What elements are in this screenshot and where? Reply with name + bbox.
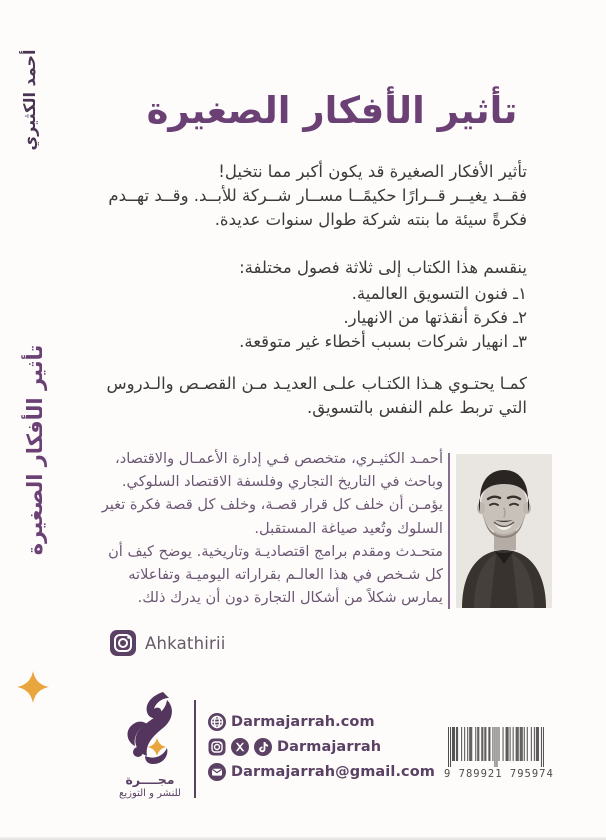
publisher-logo-block <box>104 690 196 799</box>
bio-line: يؤمـن أن خلف كل قرار قصـة، وخلف كل قصة فكرة تغير <box>101 496 443 514</box>
barcode-bars <box>444 727 548 769</box>
sparkle-icon <box>17 671 49 703</box>
footer-divider <box>194 700 196 798</box>
chapter-item: ١ـ فنون التسويق العالمية. <box>351 284 527 303</box>
spine-book-title: تأثير الأفكار الصغيرة <box>23 344 47 556</box>
intro-paragraph <box>108 160 527 232</box>
email-row <box>208 762 435 781</box>
bio-line: وباحث في التاريخ التجاري وفلسفة الاقتصاد السلوكي. <box>121 473 443 491</box>
spine-author-name: أحمد الكثيري <box>19 49 39 151</box>
closing-paragraph <box>106 372 527 420</box>
publisher-tagline: للنشر و التوزيع <box>119 788 181 799</box>
bio-line: كل شـخص في هذا العالـم بقراراته اليوميـة وتفاعلاته <box>128 566 443 584</box>
instagram-row <box>110 629 226 657</box>
bio-line: أحمـد الكثيـري، متخصص فـي إدارة الأعمـال والاقتصاد، <box>115 450 443 467</box>
bio-photo-divider <box>448 453 450 609</box>
isbn-number: 9 789921 795974 <box>444 768 554 780</box>
bio-line: متحـدث ومقدم برامج اقتصاديـة وتاريخية. يوضح كيف أن <box>108 542 443 560</box>
intro-line: تأثير الأفكار الصغيرة قد يكون أكبر مما نتخيل! <box>218 162 527 181</box>
bio-line: يمارس شكلاً من أشكال التجارة دون أن يدرك ذلك. <box>137 589 443 607</box>
social-row <box>208 737 435 756</box>
author-photo <box>456 454 552 608</box>
isbn-barcode <box>444 727 554 780</box>
chapters-heading: ينقسم هذا الكتاب إلى ثلاثة فصول مختلفة: <box>239 258 527 277</box>
closing-line: التي تربط علم النفس بالتسويق. <box>306 398 527 417</box>
intro-line: فكرةً سيئة ما بنته شركة طوال سنوات عديدة. <box>214 210 527 229</box>
bio-line: السلوك وتُعيد صياغة المستقبل. <box>254 519 443 537</box>
contact-block <box>208 712 435 781</box>
instagram-icon <box>208 738 226 756</box>
author-bio <box>98 447 443 609</box>
tiktok-icon <box>254 738 272 756</box>
email-address: Darmajarrah@gmail.com <box>231 763 436 780</box>
publisher-logo-icon <box>111 690 189 770</box>
chapters-section <box>117 256 527 354</box>
chapter-item: ٣ـ انهيار شركات بسبب أخطاء غير متوقعة. <box>239 332 527 351</box>
page-title: تأثير الأفكار الصغيرة <box>146 88 518 132</box>
closing-line: كمـا يحتـوي هـذا الكتـاب علـى العديـد مـن القصـص والـدروس <box>106 374 527 393</box>
chapter-item: ٢ـ فكرة أنقذتها من الانهيار. <box>343 308 527 327</box>
social-handle: Darmajarrah <box>277 738 382 755</box>
instagram-icon <box>110 630 136 656</box>
website-url: Darmajarrah.com <box>231 713 375 730</box>
globe-icon <box>208 713 226 731</box>
publisher-name: مجــــرة <box>125 772 175 787</box>
intro-line: فقــد يغيــر قــرارًا حكيمًــا مســار شــركة للأبــد. وقــد تهــدم <box>108 186 527 205</box>
x-twitter-icon <box>231 738 249 756</box>
email-icon <box>208 763 226 781</box>
instagram-handle: Ahkathirii <box>145 633 226 653</box>
website-row <box>208 712 435 731</box>
